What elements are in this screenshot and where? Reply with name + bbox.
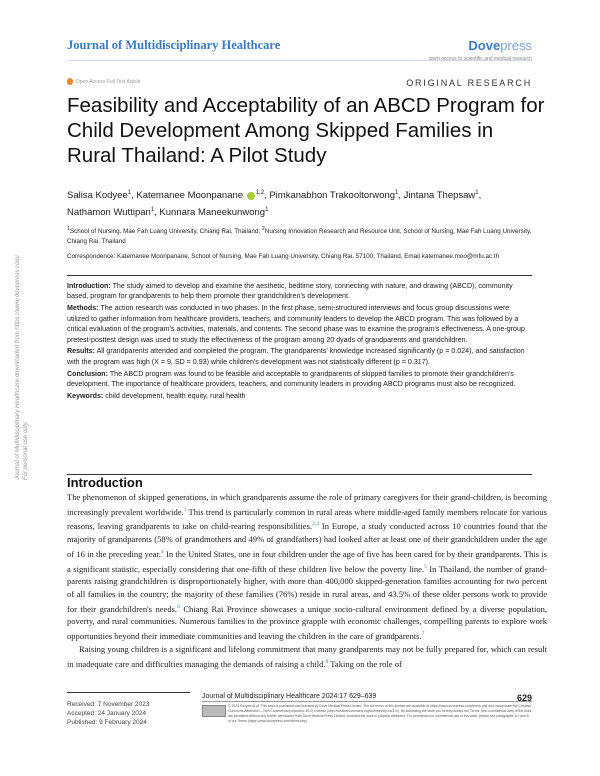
- author-separator: ,: [131, 190, 137, 202]
- publisher-tagline: open access to scientific and medical research: [428, 56, 532, 62]
- abstract-text: The action research was conducted in two phases. In the first phase, semi-structured interviews and focus group discussions were utilized to gather information from healthcare providers, teachers, and community leaders to develop the ABCD program. This was followed by a critical evaluation of the program's activities, materials, and contents. The second phase was to examine the program's effectiveness. A one-group pretest-posttest design was used to study the effectiveness of the program among 20 dyads of grandparents and grandchildren.: [67, 304, 525, 344]
- author-affiliation-mark: 1,2: [255, 190, 265, 196]
- author-name[interactable]: Pimkanabhon Trakooltorwong: [269, 190, 396, 202]
- license-text: © 2024 Kodyee et al. This work is published and licensed by Dove Medical Press Limited. The full terms of this license are available at https://www.dovepress.com/terms.php and incorporate the Creative Commons Attribution – Non Commercial (unported, v3.0) License (http://creativecommons.org/licenses/by-nc/3.0/). By accessing the work you hereby accept the Terms. Non-commercial uses of the work are permitted without any further permission from Dove Medical Press Limited, provided the work is properly attributed. For permission for commercial use of this work, please see paragraphs 4.2 and 5 of our Terms (https://www.dovepress.com/terms.php).: [228, 704, 532, 723]
- abstract: [67, 281, 532, 403]
- abstract-text: The ABCD program was found to be feasible and acceptable to grandparents of skipped families to promote their grandchildren's development. The importance of healthcare providers, teachers, and community leaders in providing ABCD programs must also be recognized.: [67, 369, 516, 389]
- watermark-line: Journal of Multidisciplinary Healthcare downloaded from https://www.dovepress.com/: [15, 254, 21, 480]
- abstract-label: Results:: [67, 347, 95, 356]
- author-affiliation-mark: 1: [395, 190, 399, 196]
- article-dates: [67, 700, 149, 727]
- citation-link[interactable]: 8: [325, 658, 329, 665]
- citation-link[interactable]: 2,3: [312, 521, 319, 528]
- brand-light: press: [500, 38, 532, 53]
- abstract-label: Keywords:: [67, 392, 104, 401]
- body-text: [67, 491, 547, 670]
- header-divider: [67, 60, 532, 61]
- text-run: Raising young children is a significant and lifelong commitment that many grandparents may not be fully prepared for, which can result in inadequate care and difficulties managing the demands of raising a child.: [67, 643, 547, 669]
- affiliation-mark: 2: [261, 226, 265, 232]
- citation-link[interactable]: 1: [183, 506, 187, 513]
- creative-commons-badge-icon[interactable]: [202, 705, 226, 717]
- affiliations: [67, 225, 547, 246]
- text-run: Chiang Rai Province showcases a unique socio-cultural environment defined by a diverse population, poverty, and rural communities. Numerous families in the province grapple with economic challenges, compelling parents to explore work opportunities beyond their immediate communities and leaving the children in the care of grandparents.: [67, 603, 547, 642]
- author-separator: ,: [264, 190, 270, 202]
- text-run: The phenomenon of skipped generations, in which grandparents assume the role of primary caregivers for their grand-children, is becoming increasingly prevalent worldwide.: [67, 492, 547, 517]
- published-date: Published: 9 February 2024: [67, 719, 147, 726]
- author-affiliation-mark: 1: [127, 190, 132, 196]
- citation-link[interactable]: 4: [161, 548, 164, 555]
- abstract-label: Conclusion:: [67, 369, 108, 378]
- citation-link[interactable]: 6: [177, 603, 180, 610]
- abstract-text: The study aimed to develop and examine the aesthetic, bedtime story, connecting with nature, and drawing (ABCD), community based, program for grandparents to help them promote their grandchildren's development.: [67, 282, 513, 301]
- watermark-text: [14, 255, 30, 480]
- affiliation-1: School of Nursing, Mae Fah Luang University, Chiang Rai, Thailand;: [69, 228, 262, 236]
- author-name[interactable]: Salisa Kodyee: [67, 190, 128, 202]
- page-number: 629: [516, 693, 532, 703]
- author-list: [67, 186, 537, 220]
- received-date: Received: 7 November 2023: [67, 701, 150, 708]
- text-run: In Thailand, the number of grand-parents raising grandchildren is disproportionately higher, with more than 400,000 skipped-generation families accounting for two percent of all families in the country; the majority of these families (76%) reside in rural areas, and 43.5% of these older persons work to provide for their grandchildren's needs.: [67, 563, 547, 614]
- abstract-label: Introduction:: [67, 282, 111, 290]
- author-affiliation-mark: 1: [475, 190, 479, 196]
- author-name[interactable]: Katemanee Moonpanane: [136, 190, 244, 202]
- article-title: Feasibility and Acceptability of an ABCD Program for Child Development Among Skipped Families in Rural Thailand: A Pilot Study: [67, 94, 545, 167]
- author-separator: ,: [478, 190, 482, 202]
- article-type: ORIGINAL RESEARCH: [406, 78, 532, 88]
- section-heading-introduction: Introduction: [67, 475, 143, 490]
- orcid-icon[interactable]: [247, 192, 255, 200]
- abstract-text: All grandparents attended and completed the program. The grandparents' knowledge increased significantly (p = 0.024), and satisfaction with the program was high (X = 9, SD = 0.93) while children's development was not statistically different (p = 0.317).: [67, 347, 525, 366]
- paragraph: [67, 643, 547, 670]
- footer-citation: Journal of Multidisciplinary Healthcare 2024:17 629–639: [202, 693, 377, 700]
- text-run: In the United States, one in four children under the age of five has been cared for by their grandparents. This is a significant statistic, especially considering that one-fifth of these children live below the poverty line.: [67, 548, 547, 574]
- author-name[interactable]: Kunnara Maneekunwong: [159, 207, 266, 219]
- watermark-line: For personal use only.: [23, 421, 29, 480]
- author-affiliation-mark: 1: [265, 207, 269, 214]
- publisher-logo[interactable]: [468, 38, 532, 53]
- abstract-conclusion: [67, 369, 532, 390]
- text-run: In Europe, a study conducted across 10 countries found that the majority of grandparents (58% of grandmothers and 49% of grandfathers) had looked after at least one of their grandchildren under the age of 16 in the preceding year.: [67, 521, 548, 559]
- author-separator: ,: [154, 207, 160, 219]
- abstract-keywords: [67, 391, 532, 401]
- paragraph: [67, 491, 547, 643]
- citation-link[interactable]: 7: [421, 631, 425, 638]
- affiliation-mark: 1: [67, 226, 70, 232]
- journal-title[interactable]: Journal of Multidisciplinary Healthcare: [67, 38, 281, 52]
- abstract-introduction: [67, 281, 532, 302]
- author-separator: ,: [398, 190, 404, 202]
- abstract-top-divider: [67, 275, 532, 276]
- open-access-lock-icon: [67, 78, 73, 85]
- correspondence: Correspondence: Katemanee Moonpanane, School of Nursing, Mae Fah Luang University, Chiang Rai, 57100, Thailand, Email katemanee.moo@mfu.ac.th: [67, 253, 500, 260]
- accepted-date: Accepted: 24 January 2024: [67, 710, 147, 717]
- abstract-label: Methods:: [67, 304, 99, 313]
- author-affiliation-mark: 1: [150, 207, 155, 214]
- citation-link[interactable]: 5: [424, 563, 427, 570]
- abstract-text: child development, health equity, rural health: [103, 392, 246, 401]
- text-run: Taking on the role of: [328, 658, 402, 669]
- text-run: This trend is particularly common in rural areas where middle-aged family members relocate for various reasons, leaving grandparents to take on child-rearing responsibilities.: [67, 506, 547, 532]
- author-name[interactable]: Nathamon Wuttipan: [67, 207, 151, 219]
- brand-bold: Dove: [468, 38, 501, 53]
- abstract-methods: [67, 303, 532, 345]
- abstract-results: [67, 346, 532, 367]
- affiliation-2: Nursing Innovation Research and Resource Unit, School of Nursing, Mae Fah Luang University, Chiang Rai, Thailand: [67, 228, 532, 245]
- open-access-text: Open Access Full Text Article: [76, 78, 141, 85]
- open-access-label: [67, 78, 140, 85]
- footer-license-divider: [202, 701, 532, 702]
- author-name[interactable]: Jintana Thepsaw: [403, 190, 476, 202]
- footer-divider: [67, 692, 190, 693]
